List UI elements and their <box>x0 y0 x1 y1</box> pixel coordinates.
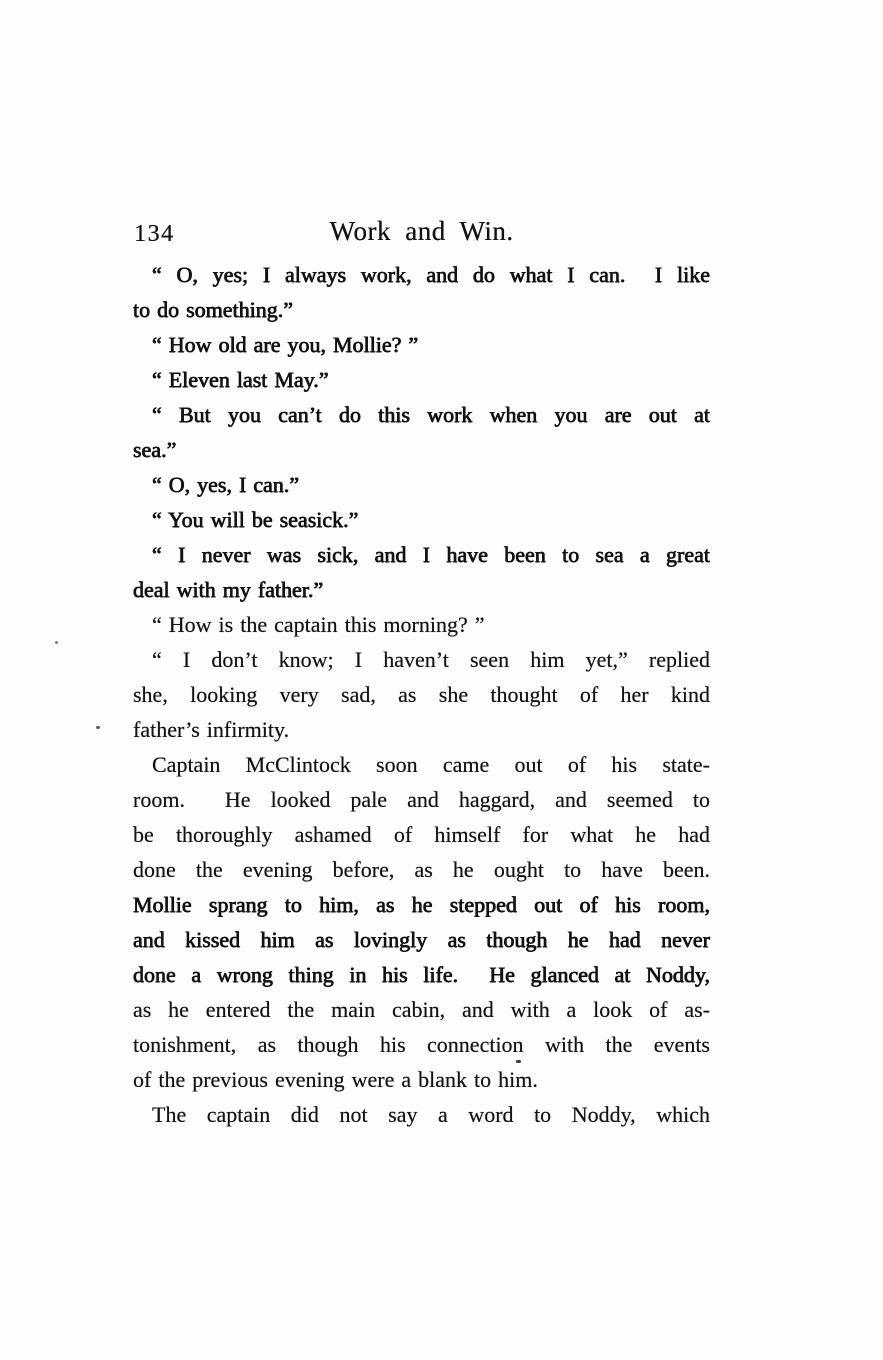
text-line: “ How is the captain this morning? ” <box>152 612 485 637</box>
text-line: Mollie sprang to him, as he stepped out of his room, <box>133 892 710 917</box>
text-line: room. He looked pale and haggard, and seemed to <box>133 787 710 812</box>
text-line: tonishment, as though his connection with the events <box>133 1032 710 1057</box>
text-line: as he entered the main cabin, and with a look of as- <box>133 997 710 1022</box>
text-line: done a wrong thing in his life. He glanced at Noddy, <box>133 962 710 987</box>
text-line: “ O, yes, I can.” <box>152 472 300 497</box>
text-line: The captain did not say a word to Noddy, which <box>152 1102 710 1127</box>
text-line: done the evening before, as he ought to have been. <box>133 857 710 882</box>
text-line: “ You will be seasick.” <box>152 507 359 532</box>
text-line: “ But you can’t do this work when you are out at <box>152 402 710 427</box>
text-line: sea.” <box>133 437 177 462</box>
text-line: “ Eleven last May.” <box>152 367 329 392</box>
text-line: “ I don’t know; I haven’t seen him yet,” replied <box>152 647 710 672</box>
text-line: of the previous evening were a blank to him. <box>133 1067 538 1092</box>
text-line: “ O, yes; I always work, and do what I can. I like <box>152 262 710 287</box>
text-line: to do something.” <box>133 297 294 322</box>
scan-speck <box>96 726 100 729</box>
page-text <box>133 257 710 1132</box>
text-line: be thoroughly ashamed of himself for what he had <box>133 822 710 847</box>
running-title: Work and Win. <box>329 216 514 246</box>
text-line: she, looking very sad, as she thought of her kind <box>133 682 710 707</box>
scan-speck <box>55 641 58 644</box>
scan-speck <box>516 1060 521 1063</box>
text-line: Captain McClintock soon came out of his state- <box>152 752 710 777</box>
text-line: deal with my father.” <box>133 577 324 602</box>
page-number: 134 <box>134 221 175 247</box>
text-line: “ I never was sick, and I have been to sea a great <box>152 542 710 567</box>
text-line: “ How old are you, Mollie? ” <box>152 332 419 357</box>
text-line: and kissed him as lovingly as though he had never <box>133 927 710 952</box>
text-line: father’s infirmity. <box>133 717 290 742</box>
